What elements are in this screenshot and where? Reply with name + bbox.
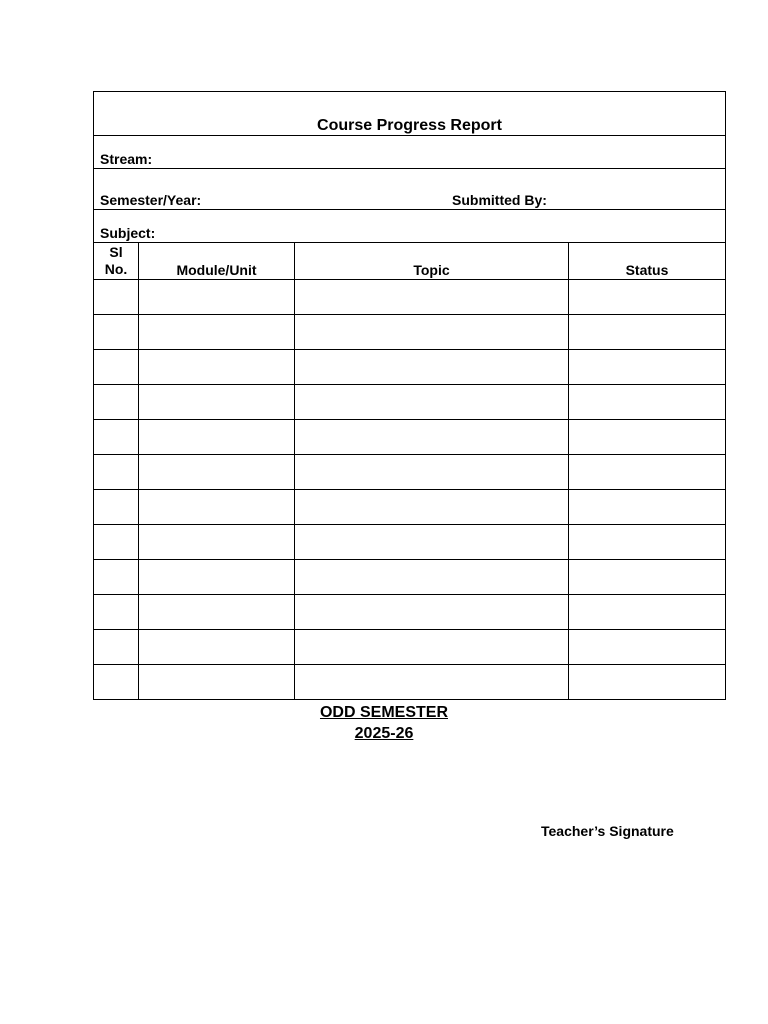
- semester-heading: ODD SEMESTER: [319, 704, 448, 721]
- table-cell-module-unit: [139, 490, 295, 525]
- report-title: Course Progress Report: [94, 92, 726, 136]
- table-cell-sl-no: [94, 385, 139, 420]
- table-cell-topic: [295, 455, 569, 490]
- table-cell-topic: [295, 560, 569, 595]
- column-header-module-unit: Module/Unit: [139, 243, 295, 280]
- table-cell-module-unit: [139, 420, 295, 455]
- table-cell-sl-no: [94, 490, 139, 525]
- table-cell-topic: [295, 595, 569, 630]
- table-row: [94, 455, 726, 490]
- table-cell-status: [569, 665, 726, 700]
- table-cell-sl-no: [94, 350, 139, 385]
- table-row: [94, 385, 726, 420]
- table-cell-topic: [295, 315, 569, 350]
- table-cell-sl-no: [94, 560, 139, 595]
- table-cell-module-unit: [139, 525, 295, 560]
- column-header-sl-no: [94, 243, 139, 280]
- table-cell-topic: [295, 280, 569, 315]
- submitted-by-label: Submitted By:: [452, 192, 547, 208]
- table-row: [94, 595, 726, 630]
- table-cell-status: [569, 385, 726, 420]
- table-cell-sl-no: [94, 665, 139, 700]
- table-row: [94, 630, 726, 665]
- table-cell-module-unit: [139, 385, 295, 420]
- stream-field: [94, 136, 726, 169]
- table-row: [94, 525, 726, 560]
- sl-no-line-2: No.: [104, 261, 128, 277]
- table-cell-sl-no: [94, 280, 139, 315]
- table-cell-status: [569, 595, 726, 630]
- table-cell-sl-no: [94, 630, 139, 665]
- table-row: [94, 315, 726, 350]
- column-header-status: Status: [569, 243, 726, 280]
- table-cell-status: [569, 455, 726, 490]
- course-progress-form: [93, 91, 726, 700]
- table-cell-sl-no: [94, 525, 139, 560]
- table-cell-status: [569, 560, 726, 595]
- stream-label: Stream:: [100, 151, 153, 167]
- table-cell-sl-no: [94, 595, 139, 630]
- table-cell-module-unit: [139, 595, 295, 630]
- table-cell-status: [569, 490, 726, 525]
- semester-submitted-field: [94, 169, 726, 210]
- sl-no-line-1: Sl: [109, 244, 123, 260]
- table-cell-sl-no: [94, 420, 139, 455]
- table-cell-sl-no: [94, 455, 139, 490]
- table-cell-sl-no: [94, 315, 139, 350]
- table-row: [94, 490, 726, 525]
- table-cell-status: [569, 420, 726, 455]
- table-header-row: [94, 243, 726, 280]
- table-cell-topic: [295, 665, 569, 700]
- table-row: [94, 280, 726, 315]
- table-cell-status: [569, 525, 726, 560]
- semester-year-label: Semester/Year:: [100, 192, 202, 208]
- table-row: [94, 420, 726, 455]
- table-cell-status: [569, 315, 726, 350]
- table-cell-topic: [295, 490, 569, 525]
- table-cell-module-unit: [139, 315, 295, 350]
- semester-footer: [284, 702, 484, 744]
- table-cell-module-unit: [139, 665, 295, 700]
- table-cell-module-unit: [139, 455, 295, 490]
- table-cell-module-unit: [139, 350, 295, 385]
- table-cell-status: [569, 350, 726, 385]
- table-cell-topic: [295, 420, 569, 455]
- table-cell-topic: [295, 350, 569, 385]
- table-row: [94, 665, 726, 700]
- table-cell-module-unit: [139, 560, 295, 595]
- table-cell-module-unit: [139, 280, 295, 315]
- subject-label: Subject:: [100, 225, 156, 241]
- table-cell-status: [569, 280, 726, 315]
- table-cell-topic: [295, 525, 569, 560]
- table-cell-module-unit: [139, 630, 295, 665]
- subject-field: [94, 210, 726, 243]
- column-header-topic: Topic: [295, 243, 569, 280]
- academic-year: 2025-26: [354, 725, 414, 742]
- teacher-signature-label: Teacher’s Signature: [541, 823, 674, 839]
- table-row: [94, 560, 726, 595]
- table-cell-topic: [295, 385, 569, 420]
- table-cell-topic: [295, 630, 569, 665]
- table-row: [94, 350, 726, 385]
- table-cell-status: [569, 630, 726, 665]
